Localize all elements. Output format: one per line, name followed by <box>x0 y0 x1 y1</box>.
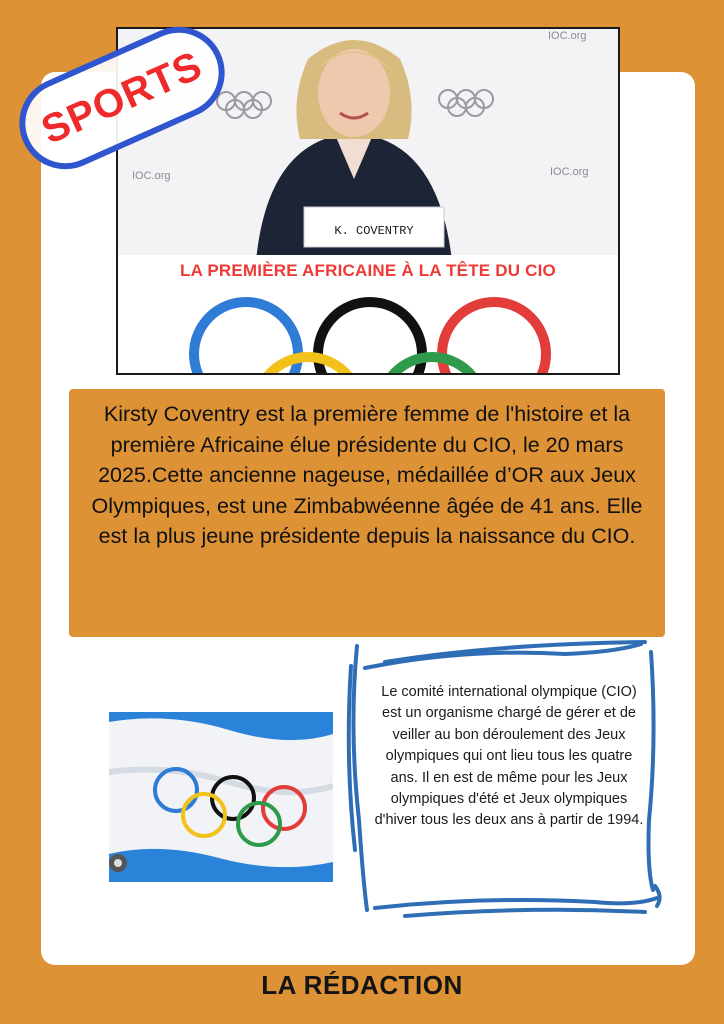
footer-signature: LA RÉDACTION <box>261 970 463 1000</box>
svg-text:IOC.org: IOC.org <box>548 30 587 42</box>
svg-text:IOC.org: IOC.org <box>550 166 589 178</box>
olympic-flag-photo <box>109 712 333 882</box>
cio-info-box <box>345 640 670 925</box>
stamp-label: SPORTS <box>34 42 209 153</box>
cio-info-text: Le comité international olympique (CIO) est un organisme chargé de gérer et de veiller au bon déroulement des Jeux olympiques qui ont lieu tous les quatre ans. Il en est de même pour les Jeux olympiques d'été et Jeux olympiques d'hiver tous les deux ans à partir de 1994. <box>374 684 644 829</box>
hero-caption: LA PREMIÈRE AFRICAINE À LA TÊTE DU CIO <box>180 261 556 280</box>
lead-paragraph: Kirsty Coventry est la première femme de l'histoire et la première Africaine élue présidente du CIO, le 20 mars 2025.Cette ancienne nageuse, médaillée d’OR aux Jeux Olympiques, est une Zimbabwéenne âgée de 41 ans. Elle est la plus jeune présidente depuis la naissance du CIO. <box>69 389 665 637</box>
svg-text:IOC.org: IOC.org <box>132 170 171 182</box>
olympic-flag-icon <box>109 712 333 882</box>
svg-text:K. COVENTRY: K. COVENTRY <box>334 224 414 238</box>
